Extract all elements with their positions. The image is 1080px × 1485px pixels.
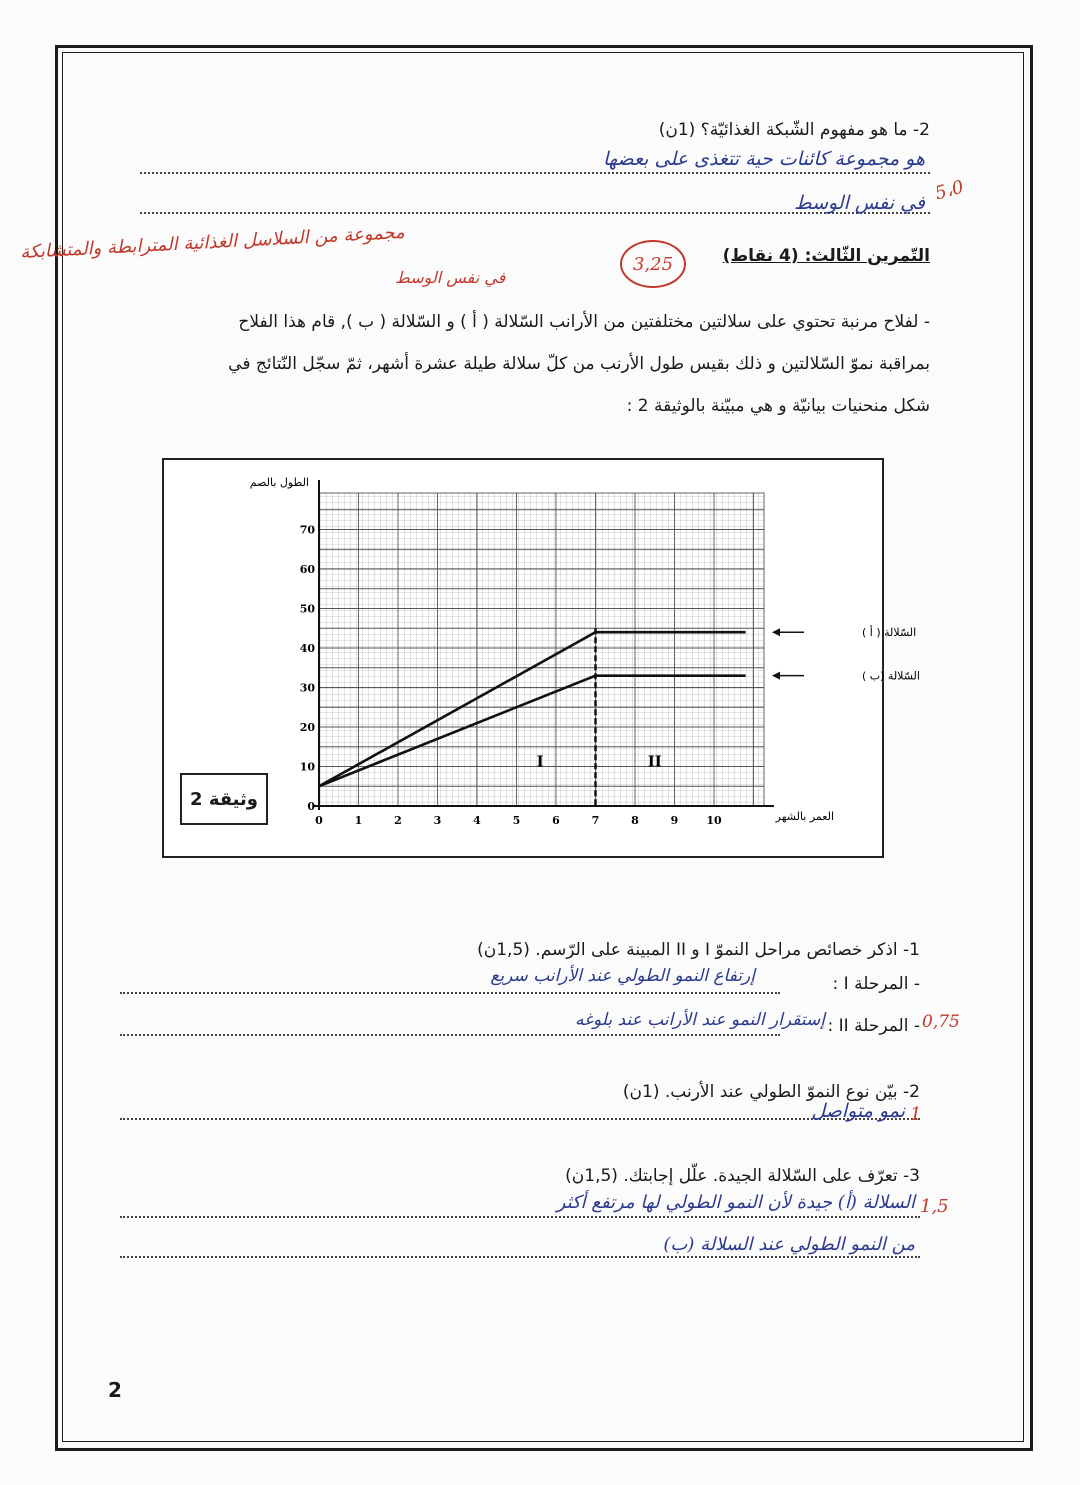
- exercise3-title: التّمرين الثّالث: (4 نقاط): [722, 246, 930, 266]
- question-3: 3- تعرّف على السّلالة الجيدة. علّل إجابتك. (1,5ن): [565, 1166, 920, 1186]
- q2-answer-line1: هو مجموعة كائنات حية تتغذى على بعضها: [602, 148, 925, 170]
- legend-arrowhead: [772, 628, 780, 636]
- q2-answer: نمو متواصل: [811, 1100, 905, 1122]
- q1-phase2-label: - المرحلة II :: [827, 1016, 920, 1036]
- answer-line: [120, 992, 780, 994]
- y-axis-label: الطول بالصم: [249, 476, 309, 489]
- x-tick-label: 5: [512, 814, 521, 827]
- phase-label-1: I: [536, 752, 544, 771]
- x-tick-label: 6: [552, 814, 560, 827]
- x-tick-label: 0: [315, 814, 323, 827]
- answer-line: [120, 1034, 780, 1036]
- x-tick-label: 7: [591, 814, 600, 827]
- y-tick-label: 30: [299, 681, 315, 695]
- teacher-note-line2: في نفس الوسط: [395, 268, 506, 287]
- y-tick-label: 0: [307, 800, 315, 813]
- q2-answer-line2: في نفس الوسط: [794, 192, 925, 214]
- y-tick-label: 50: [299, 602, 315, 616]
- question-2: 2- بيّن نوع النموّ الطولي عند الأرنب. (1ن): [622, 1082, 920, 1102]
- q1-grade: 0,75: [922, 1012, 960, 1032]
- x-axis-label: العمر بالشهر: [775, 810, 834, 823]
- q3-grade: 1,5: [920, 1196, 949, 1217]
- document-label: وثيقة 2: [180, 773, 268, 825]
- answer-line: [140, 172, 930, 174]
- q2-grade: 5،0: [932, 176, 966, 205]
- x-tick-label: 9: [670, 814, 679, 827]
- phase-label-2: II: [647, 752, 662, 771]
- teacher-note-line1: مجموعة من السلاسل الغذائية المترابطة والمتشابكة: [19, 221, 406, 264]
- x-tick-label: 2: [394, 814, 402, 827]
- x-tick-label: 1: [354, 814, 363, 827]
- q1-phase2-answer: إستقرار النمو عند الأرانب عند بلوغه: [575, 1010, 825, 1030]
- intro-line3: شكل منحنيات بيانيّة و هي مبيّنة بالوثيقة 2 :: [626, 396, 930, 416]
- legend-arrowhead: [772, 672, 780, 680]
- y-tick-label: 60: [299, 563, 315, 576]
- x-tick-label: 4: [473, 814, 481, 827]
- q2-food-web-question: 2- ما هو مفهوم الشّبكة الغذائيّة؟ (1ن): [658, 120, 930, 140]
- exercise3-score: 3,25: [620, 240, 686, 288]
- answer-line: [120, 1118, 920, 1120]
- intro-line1: - لفلاح مرنبة تحتوي على سلالتين مختلفتين من الأرانب السّلالة ( أ ) و السّلالة ( ب ), قام هذا الفلاح: [238, 312, 930, 332]
- page-number: 2: [108, 1378, 122, 1402]
- y-tick-label: 40: [299, 642, 315, 655]
- y-tick-label: 70: [299, 523, 315, 537]
- y-tick-label: 20: [299, 721, 315, 734]
- y-tick-label: 10: [299, 760, 315, 774]
- legend-label-a: السّلالة ( أ ): [862, 626, 917, 640]
- growth-chart: [164, 460, 920, 856]
- legend-label-b: السّلالة (ب ): [862, 669, 920, 683]
- q3-answer-line1: السلالة (أ) جيدة لأن النمو الطولي لها مرتفع أكثر: [556, 1192, 915, 1213]
- question-1: 1- اذكر خصائص مراحل النموّ I و II المبينة على الرّسم. (1,5ن): [477, 940, 920, 960]
- answer-line: [120, 1256, 920, 1258]
- x-tick-label: 3: [433, 814, 442, 827]
- intro-line2: بمراقبة نموّ السّلالتين و ذلك بقيس طول الأرنب من كلّ سلالة طيلة عشرة أشهر، ثمّ سجّل النّتائج في: [228, 354, 930, 374]
- q2-grade-mark: 1: [910, 1104, 922, 1125]
- q3-answer-line2: من النمو الطولي عند السلالة (ب): [663, 1234, 915, 1255]
- growth-chart-frame: [162, 458, 920, 858]
- x-tick-label: 10: [706, 814, 722, 827]
- q1-phase1-answer: إرتفاع النمو الطولي عند الأرانب سريع: [490, 966, 755, 986]
- x-tick-label: 8: [631, 814, 639, 827]
- answer-line: [120, 1216, 920, 1218]
- q1-phase1-label: - المرحلة I :: [832, 974, 920, 994]
